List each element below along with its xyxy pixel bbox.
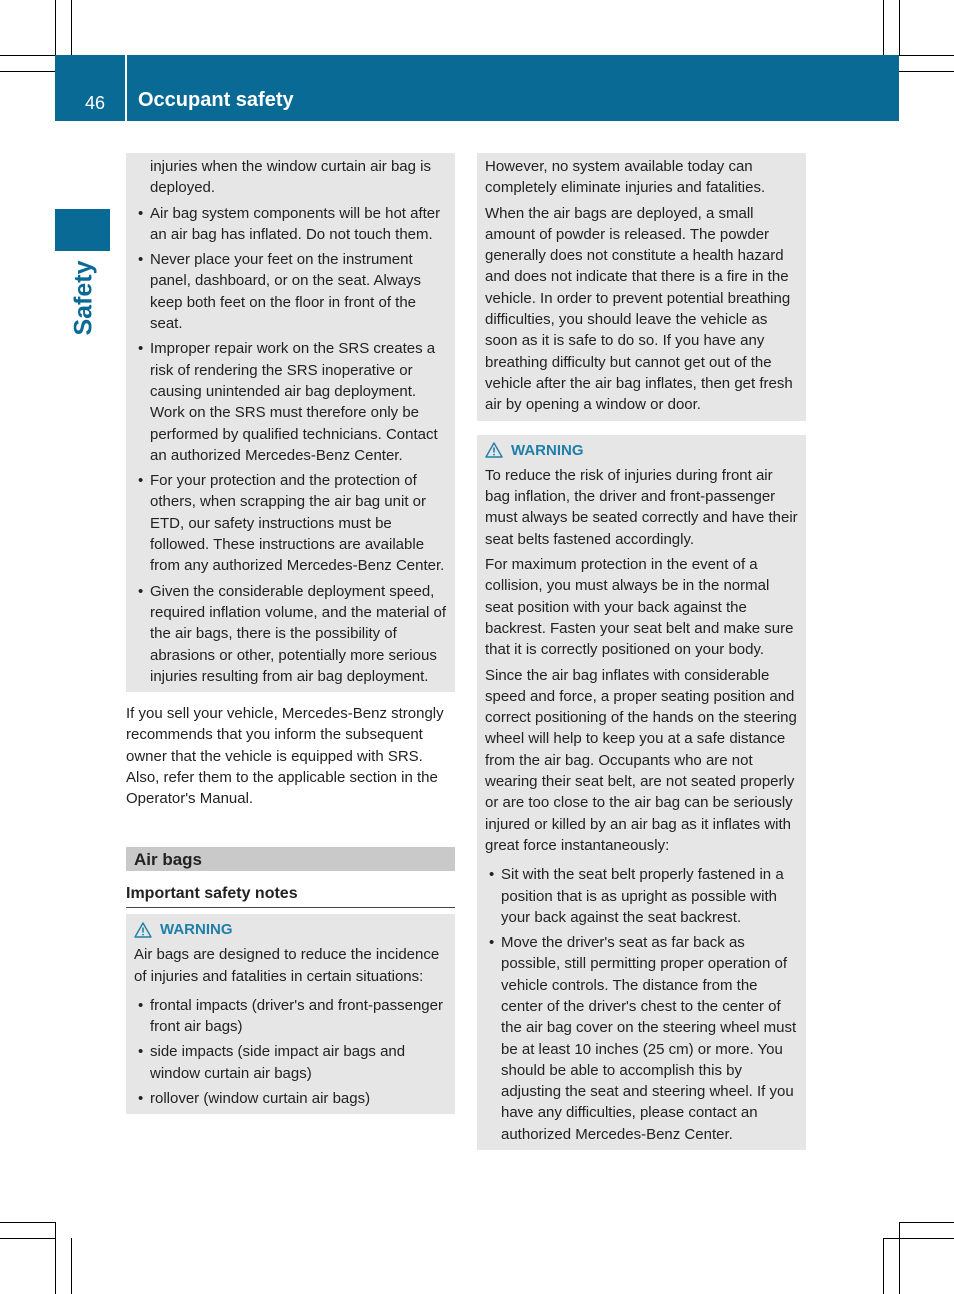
- side-tab-label: Safety: [69, 260, 98, 336]
- warning-box: [126, 914, 455, 1114]
- body-paragraph: When the air bags are deployed, a small amount of powder is released. The powder generally does not constitute a health hazard and does not indicate that there is a fire in the vehicle. In order to prevent potential breathing difficulties, you should leave the vehicle as soon as it is safe to do so. If you have any breathing difficulty but cannot get out of the vehicle after the air bag inflates, then get fresh air by opening a window or door.: [485, 204, 793, 414]
- warning-text: For maximum protection in the event of a collision, you must always be in the normal seat position with your back against the backrest. Fasten your seat belt and make sure that it is correctly positioned on your body.: [485, 556, 794, 659]
- left-column: [126, 153, 455, 1114]
- list-item: • Never place your feet on the instrument panel, dashboard, or on the seat. Always keep both feet on the floor in front of the seat.: [134, 249, 448, 334]
- section-title: Occupant safety: [138, 89, 294, 111]
- body-paragraph-block: [126, 703, 455, 809]
- warning-header: [134, 919, 448, 940]
- crop-mark: [883, 1238, 954, 1239]
- bullet-list: [485, 864, 799, 1145]
- crop-mark: [0, 1238, 55, 1239]
- page-number: 46: [85, 93, 106, 113]
- crop-mark: [71, 0, 72, 55]
- warning-triangle-icon: [134, 922, 152, 938]
- crop-mark: [0, 1222, 55, 1223]
- warning-text: Since the air bag inflates with considerable speed and force, a proper seating position and correct positioning of the hands on the steering wheel will help to keep you at a safe distance from the air bag. Occupants who are not wearing their seat belt, are not seated properly or are too close to the air bag can be seriously injured or killed by an air bag as it inflates with great force instantaneously:: [485, 666, 797, 854]
- list-item: • side impacts (side impact air bags and window curtain air bags): [134, 1041, 448, 1084]
- warning-box: [477, 435, 806, 1151]
- crop-mark: [883, 0, 884, 55]
- crop-mark: [0, 71, 55, 72]
- bullet-list: [134, 995, 448, 1109]
- list-item: • Given the considerable deployment speed, required inflation volume, and the material of the air bags, there is the possibility of abrasions or other, potentially more serious injuries resulting from air bag deployment.: [134, 581, 448, 687]
- list-item: • rollover (window curtain air bags): [134, 1088, 448, 1109]
- side-tab: [55, 209, 110, 251]
- header-divider: [125, 55, 127, 121]
- crop-mark: [899, 1222, 900, 1294]
- list-item: • frontal impacts (driver's and front-passenger front air bags): [134, 995, 448, 1038]
- list-item: • Air bag system components will be hot after an air bag has inflated. Do not touch them.: [134, 203, 448, 246]
- crop-mark: [899, 1222, 954, 1223]
- list-item: • Sit with the seat belt properly fastened in a position that is as upright as possible with your back against the seat backrest.: [485, 864, 799, 928]
- list-item: • For your protection and the protection of others, when scrapping the air bag unit or ETD, our safety instructions must be followed. These instructions are available from any authorized Mercedes-Benz Center.: [134, 470, 448, 576]
- warning-label: WARNING: [160, 920, 233, 938]
- subheading: Important safety notes: [126, 883, 455, 908]
- section-band-heading: Air bags: [126, 847, 455, 871]
- warning-continuation-box: [477, 153, 806, 421]
- warning-text: Air bags are designed to reduce the incidence of injuries and fatalities in certain situations:: [134, 946, 440, 985]
- warning-text: To reduce the risk of injuries during front air bag inflation, the driver and front-passenger must always be seated correctly and have their seat belts fastened accordingly.: [485, 466, 798, 548]
- crop-mark: [899, 71, 954, 72]
- crop-mark: [883, 1238, 884, 1294]
- crop-mark: [55, 0, 56, 55]
- warning-label: WARNING: [511, 441, 584, 459]
- warning-header: [485, 440, 799, 461]
- bullet-list: [134, 203, 448, 688]
- list-item: • Improper repair work on the SRS creates a risk of rendering the SRS inoperative or causing unintended air bag deployment. Work on the SRS must therefore only be performed by qualified technicians. Contact an authorized Mercedes-Benz Center.: [134, 338, 448, 466]
- continuation-text: injuries when the window curtain air bag is deployed.: [150, 158, 431, 197]
- crop-mark: [899, 55, 954, 56]
- crop-mark: [899, 0, 900, 55]
- body-paragraph: If you sell your vehicle, Mercedes-Benz strongly recommends that you inform the subsequent owner that the vehicle is equipped with SRS. Also, refer them to the applicable section in the Operator's Manual.: [126, 705, 444, 808]
- warning-triangle-icon: [485, 442, 503, 458]
- warning-continuation-box: [126, 153, 455, 692]
- page-header: [55, 55, 899, 121]
- body-paragraph: However, no system available today can completely eliminate injuries and fatalities.: [485, 158, 766, 197]
- crop-mark: [0, 55, 55, 56]
- crop-mark: [71, 1238, 72, 1294]
- list-item: • Move the driver's seat as far back as possible, still permitting proper operation of vehicle controls. The distance from the center of the driver's chest to the center of the air bag cover on the steering wheel must be at least 10 inches (25 cm) or more. You should be able to accomplish this by adjusting the seat and steering wheel. If you have any difficulties, please contact an authorized Mercedes-Benz Center.: [485, 932, 799, 1145]
- crop-mark: [55, 1222, 56, 1294]
- right-column: [477, 153, 806, 1150]
